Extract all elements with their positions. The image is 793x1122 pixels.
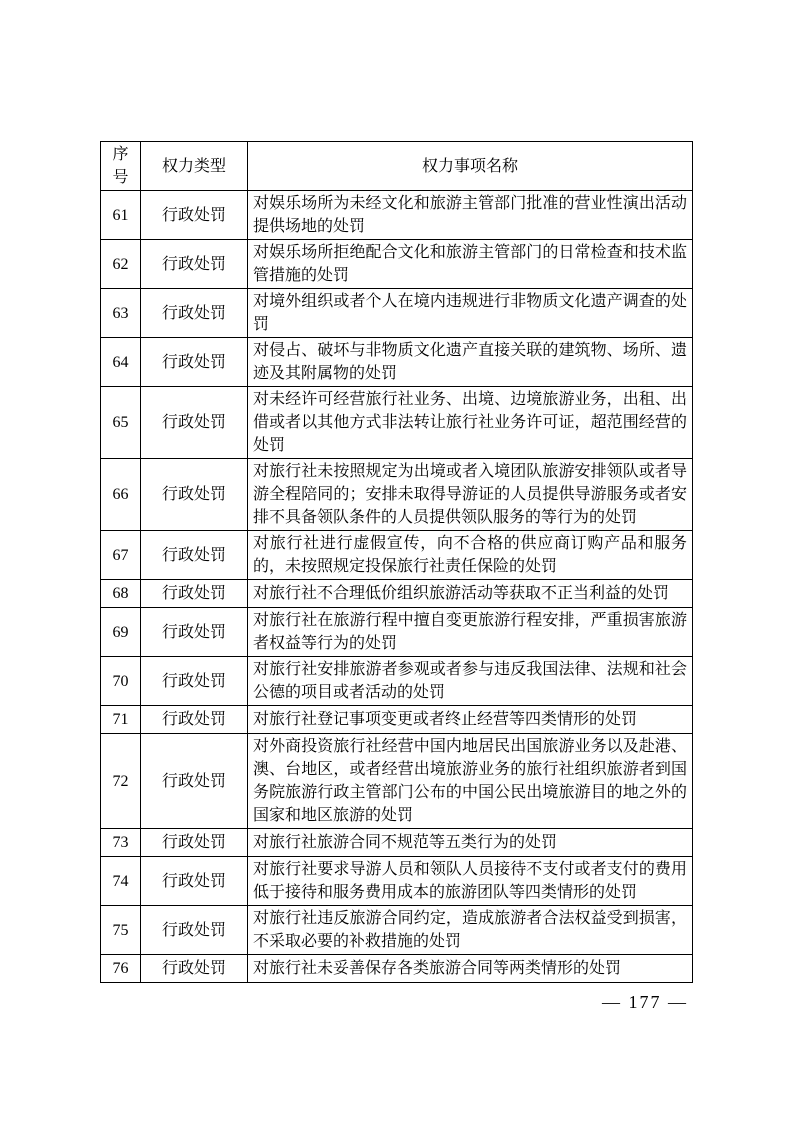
serial-number-cell: 70	[101, 657, 141, 706]
serial-number-cell: 74	[101, 857, 141, 906]
power-item-name-cell: 对旅行社不合理低价组织旅游活动等获取不正当利益的处罚	[248, 580, 693, 608]
power-type-cell: 行政处罚	[141, 906, 248, 955]
power-item-name-cell: 对旅行社登记事项变更或者终止经营等四类情形的处罚	[248, 706, 693, 734]
serial-number-cell: 76	[101, 955, 141, 983]
table-row	[101, 289, 693, 338]
serial-number-cell: 64	[101, 338, 141, 387]
table-row	[101, 734, 693, 829]
table-row	[101, 829, 693, 857]
power-item-name-cell: 对旅行社违反旅游合同约定，造成旅游者合法权益受到损害，不采取必要的补救措施的处罚	[248, 906, 693, 955]
power-item-name-cell: 对旅行社安排旅游者参观或者参与违反我国法律、法规和社会公德的项目或者活动的处罚	[248, 657, 693, 706]
serial-number-cell: 63	[101, 289, 141, 338]
table-row	[101, 906, 693, 955]
power-type-cell: 行政处罚	[141, 734, 248, 829]
power-type-cell: 行政处罚	[141, 289, 248, 338]
power-type-cell: 行政处罚	[141, 706, 248, 734]
power-type-cell: 行政处罚	[141, 580, 248, 608]
power-items-table	[100, 141, 693, 983]
power-type-cell: 行政处罚	[141, 191, 248, 240]
power-item-name-cell: 对娱乐场所为未经文化和旅游主管部门批准的营业性演出活动提供场地的处罚	[248, 191, 693, 240]
table-header-row	[101, 142, 693, 191]
power-item-name-cell: 对娱乐场所拒绝配合文化和旅游主管部门的日常检查和技术监管措施的处罚	[248, 240, 693, 289]
table-row	[101, 531, 693, 580]
serial-number-cell: 71	[101, 706, 141, 734]
table-row	[101, 608, 693, 657]
header-power-item-name: 权力事项名称	[248, 142, 693, 191]
power-item-name-cell: 对旅行社进行虚假宣传，向不合格的供应商订购产品和服务的，未按照规定投保旅行社责任保险的处罚	[248, 531, 693, 580]
serial-number-cell: 72	[101, 734, 141, 829]
power-item-name-cell: 对旅行社未按照规定为出境或者入境团队旅游安排领队或者导游全程陪同的；安排未取得导游证的人员提供导游服务或者安排不具备领队条件的人员提供领队服务的等行为的处罚	[248, 459, 693, 531]
table-body	[101, 191, 693, 983]
serial-number-cell: 66	[101, 459, 141, 531]
table-row	[101, 240, 693, 289]
power-item-name-cell: 对侵占、破坏与非物质文化遗产直接关联的建筑物、场所、遗迹及其附属物的处罚	[248, 338, 693, 387]
power-item-name-cell: 对旅行社要求导游人员和领队人员接待不支付或者支付的费用低于接待和服务费用成本的旅游团队等四类情形的处罚	[248, 857, 693, 906]
table-row	[101, 955, 693, 983]
power-item-name-cell: 对外商投资旅行社经营中国内地居民出国旅游业务以及赴港、澳、台地区，或者经营出境旅游业务的旅行社组织旅游者到国务院旅游行政主管部门公布的中国公民出境旅游目的地之外的国家和地区旅游的处罚	[248, 734, 693, 829]
power-type-cell: 行政处罚	[141, 338, 248, 387]
table-row	[101, 459, 693, 531]
power-item-name-cell: 对境外组织或者个人在境内违规进行非物质文化遗产调查的处罚	[248, 289, 693, 338]
table-row	[101, 657, 693, 706]
table-row	[101, 857, 693, 906]
power-type-cell: 行政处罚	[141, 459, 248, 531]
power-type-cell: 行政处罚	[141, 387, 248, 459]
power-item-name-cell: 对旅行社在旅游行程中擅自变更旅游行程安排，严重损害旅游者权益等行为的处罚	[248, 608, 693, 657]
page-number: — 177 —	[602, 992, 688, 1012]
table-row	[101, 338, 693, 387]
power-type-cell: 行政处罚	[141, 857, 248, 906]
table-row	[101, 580, 693, 608]
power-type-cell: 行政处罚	[141, 531, 248, 580]
serial-number-cell: 68	[101, 580, 141, 608]
power-type-cell: 行政处罚	[141, 608, 248, 657]
power-item-name-cell: 对旅行社旅游合同不规范等五类行为的处罚	[248, 829, 693, 857]
power-item-name-cell: 对旅行社未妥善保存各类旅游合同等两类情形的处罚	[248, 955, 693, 983]
table-row	[101, 387, 693, 459]
header-power-type: 权力类型	[141, 142, 248, 191]
power-item-name-cell: 对未经许可经营旅行社业务、出境、边境旅游业务，出租、出借或者以其他方式非法转让旅行社业务许可证，超范围经营的处罚	[248, 387, 693, 459]
serial-number-cell: 67	[101, 531, 141, 580]
serial-number-cell: 75	[101, 906, 141, 955]
power-type-cell: 行政处罚	[141, 657, 248, 706]
header-serial-number: 序号	[101, 142, 141, 191]
serial-number-cell: 61	[101, 191, 141, 240]
serial-number-cell: 73	[101, 829, 141, 857]
serial-number-cell: 69	[101, 608, 141, 657]
power-type-cell: 行政处罚	[141, 955, 248, 983]
table-row	[101, 706, 693, 734]
power-type-cell: 行政处罚	[141, 240, 248, 289]
table-row	[101, 191, 693, 240]
serial-number-cell: 65	[101, 387, 141, 459]
serial-number-cell: 62	[101, 240, 141, 289]
power-type-cell: 行政处罚	[141, 829, 248, 857]
